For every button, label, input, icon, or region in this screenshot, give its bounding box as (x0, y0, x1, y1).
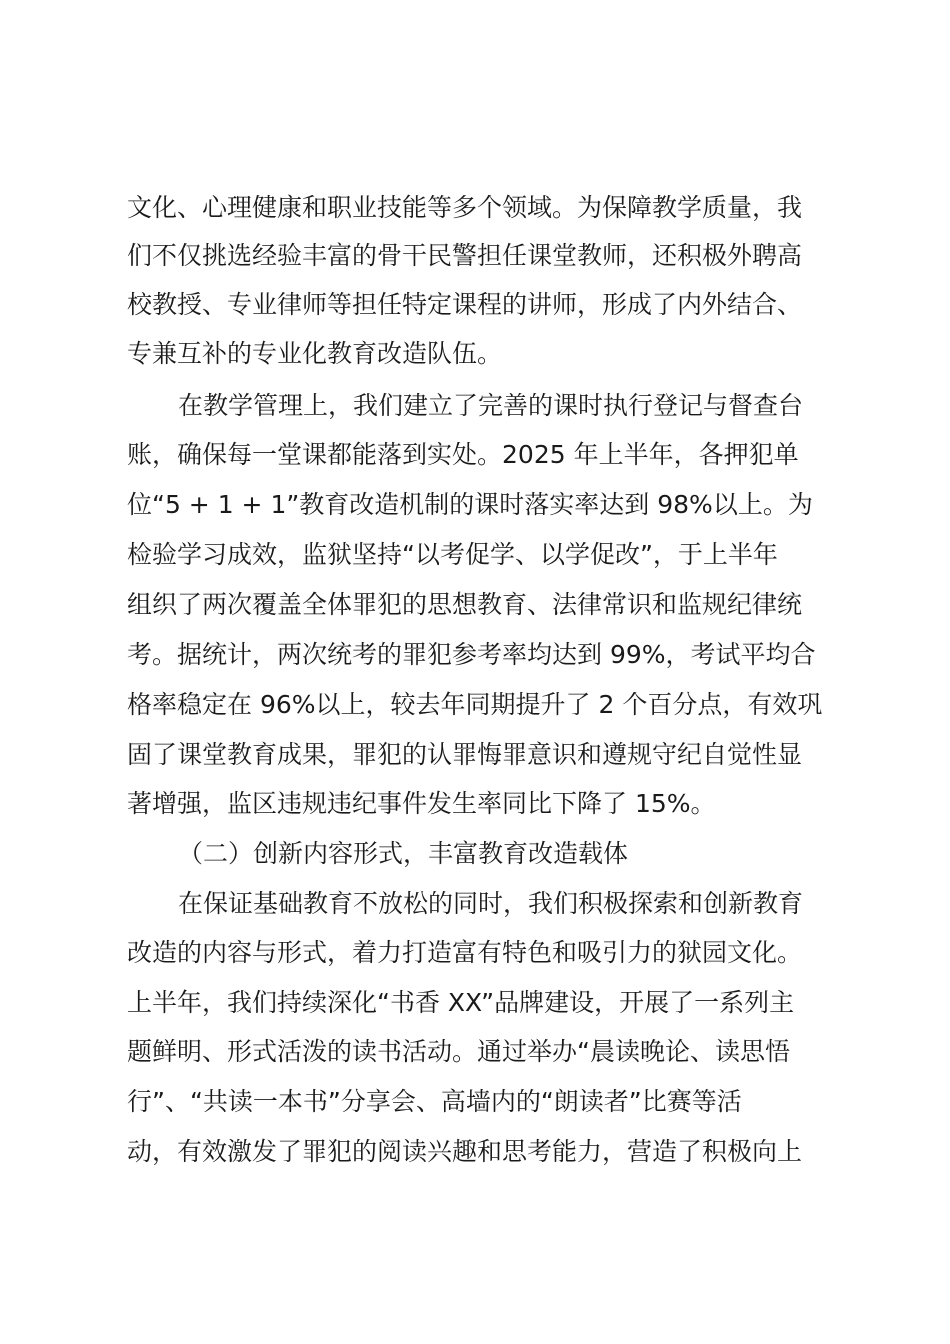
paragraph-line: 题鲜明、形式活泼的读书活动。通过举办“晨读晚论、读思悟 (127, 1037, 790, 1066)
paragraph-line: 固了课堂教育成果，罪犯的认罪悔罪意识和遵规守纪自觉性显 (127, 740, 803, 769)
paragraph-line: 上半年，我们持续深化“书香 XX”品牌建设，开展了一系列主 (127, 988, 795, 1017)
paragraph-line: 专兼互补的专业化教育改造队伍。 (127, 339, 503, 368)
paragraph-line: 账，确保每一堂课都能落到实处。2025 年上半年，各押犯单 (127, 440, 799, 469)
paragraph-line: 位“5 + 1 + 1”教育改造机制的课时落实率达到 98%以上。为 (127, 490, 813, 519)
paragraph-line: 行”、“共读一本书”分享会、高墙内的“朗读者”比赛等活 (127, 1087, 742, 1116)
paragraph-line: 校教授、专业律师等担任特定课程的讲师，形成了内外结合、 (127, 290, 803, 319)
paragraph-line: 文化、心理健康和职业技能等多个领域。为保障教学质量，我 (127, 193, 803, 222)
paragraph-line: 动，有效激发了罪犯的阅读兴趣和思考能力，营造了积极向上 (127, 1137, 803, 1166)
paragraph-line: 著增强，监区违规违纪事件发生率同比下降了 15%。 (127, 789, 716, 818)
paragraph-line: 考。据统计，两次统考的罪犯参考率均达到 99%，考试平均合 (127, 640, 816, 669)
paragraph-first-line: 在教学管理上，我们建立了完善的课时执行登记与督查台 (178, 391, 804, 420)
paragraph-line: 检验学习成效，监狱坚持“以考促学、以学促改”，于上半年 (127, 540, 778, 569)
section-heading: （二）创新内容形式，丰富教育改造载体 (178, 839, 629, 868)
paragraph-line: 格率稳定在 96%以上，较去年同期提升了 2 个百分点，有效巩 (127, 690, 823, 719)
paragraph-first-line: 在保证基础教育不放松的同时，我们积极探索和创新教育 (178, 889, 804, 918)
paragraph-line: 改造的内容与形式，着力打造富有特色和吸引力的狱园文化。 (127, 938, 803, 967)
paragraph-line: 组织了两次覆盖全体罪犯的思想教育、法律常识和监规纪律统 (127, 590, 803, 619)
paragraph-line: 们不仅挑选经验丰富的骨干民警担任课堂教师，还积极外聘高 (127, 241, 803, 270)
